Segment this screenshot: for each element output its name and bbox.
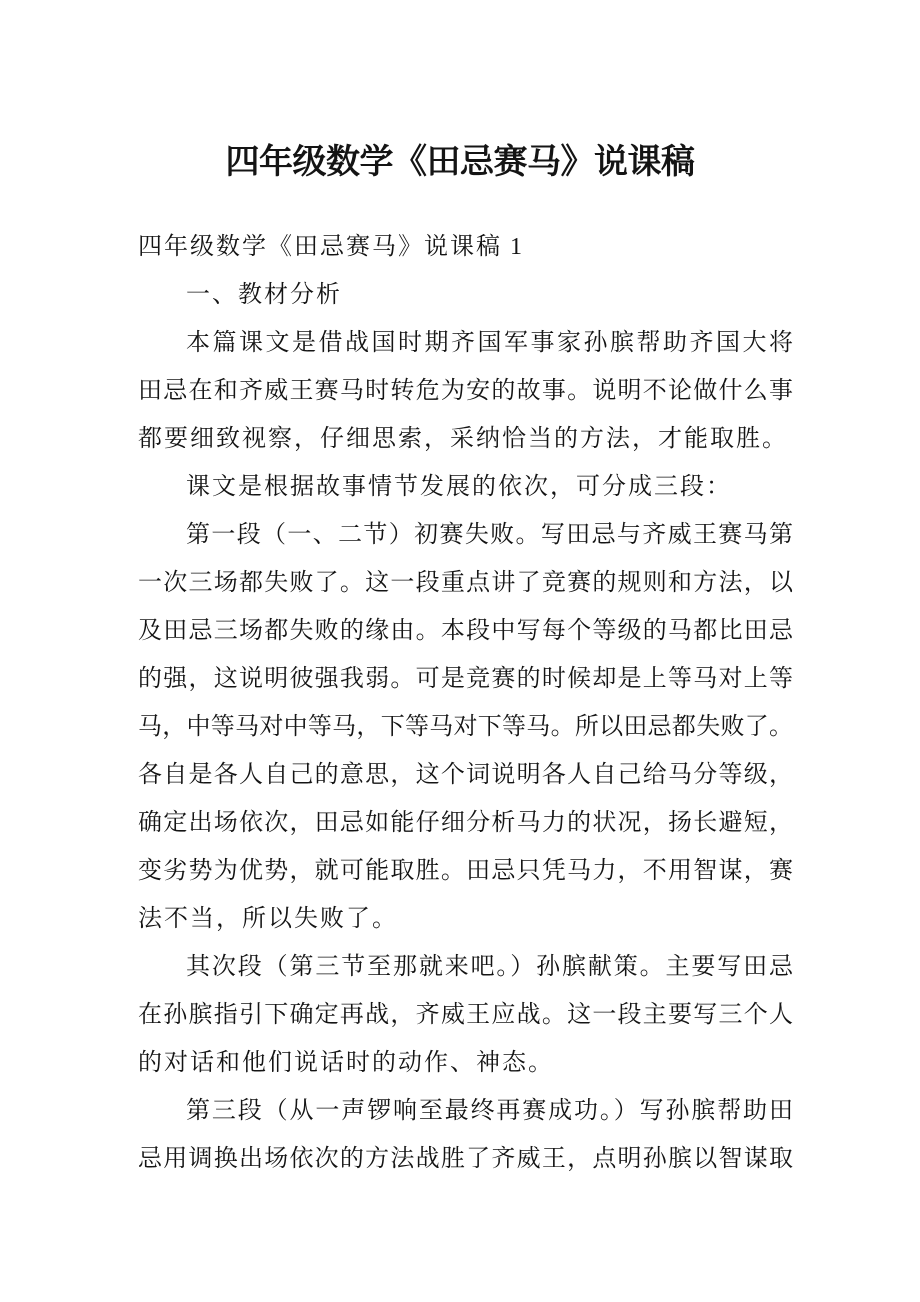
text-line: 一、教材分析 [186,282,342,308]
text-line: 变劣势为优势，就可能取胜。田忌只凭马力，不用智谋，赛 [138,858,793,884]
text-line: 本篇课文是借战国时期齐国军事家孙膑帮助齐国大将 [186,330,793,356]
text-line: 的对话和他们说话时的动作、神态。 [138,1050,554,1076]
text-line: 马，中等马对中等马，下等马对下等马。所以田忌都失败了。 [138,714,793,740]
text-line: 的强，这说明彼强我弱。可是竞赛的时候却是上等马对上等 [138,666,793,692]
text-line: 确定出场依次，田忌如能仔细分析马力的状况，扬长避短， [138,810,793,836]
document-title: 四年级数学《田忌赛马》说课稿 [225,144,695,181]
text-line: 第一段（一、二节）初赛失败。写田忌与齐威王赛马第 [186,522,793,548]
text-line: 忌用调换出场依次的方法战胜了齐威王，点明孙膑以智谋取 [138,1146,793,1172]
text-line: 其次段（第三节至那就来吧。）孙膑献策。主要写田忌 [186,954,793,980]
text-line: 四年级数学《田忌赛马》说课稿 1 [138,234,524,260]
text-line: 各自是各人自己的意思，这个词说明各人自己给马分等级， [138,762,793,788]
text-line: 法不当，所以失败了。 [138,906,398,932]
text-line: 在孙膑指引下确定再战，齐威王应战。这一段主要写三个人 [138,1002,793,1028]
text-line: 都要细致视察，仔细思索，采纳恰当的方法，才能取胜。 [138,426,788,452]
document-body [138,223,793,1183]
text-line: 一次三场都失败了。这一段重点讲了竞赛的规则和方法，以 [138,570,793,596]
text-line: 及田忌三场都失败的缘由。本段中写每个等级的马都比田忌 [138,618,793,644]
text-line: 课文是根据故事情节发展的依次，可分成三段： [186,474,732,500]
text-line: 田忌在和齐威王赛马时转危为安的故事。说明不论做什么事 [138,378,793,404]
text-line: 第三段（从一声锣响至最终再赛成功。）写孙膑帮助田 [186,1098,793,1124]
